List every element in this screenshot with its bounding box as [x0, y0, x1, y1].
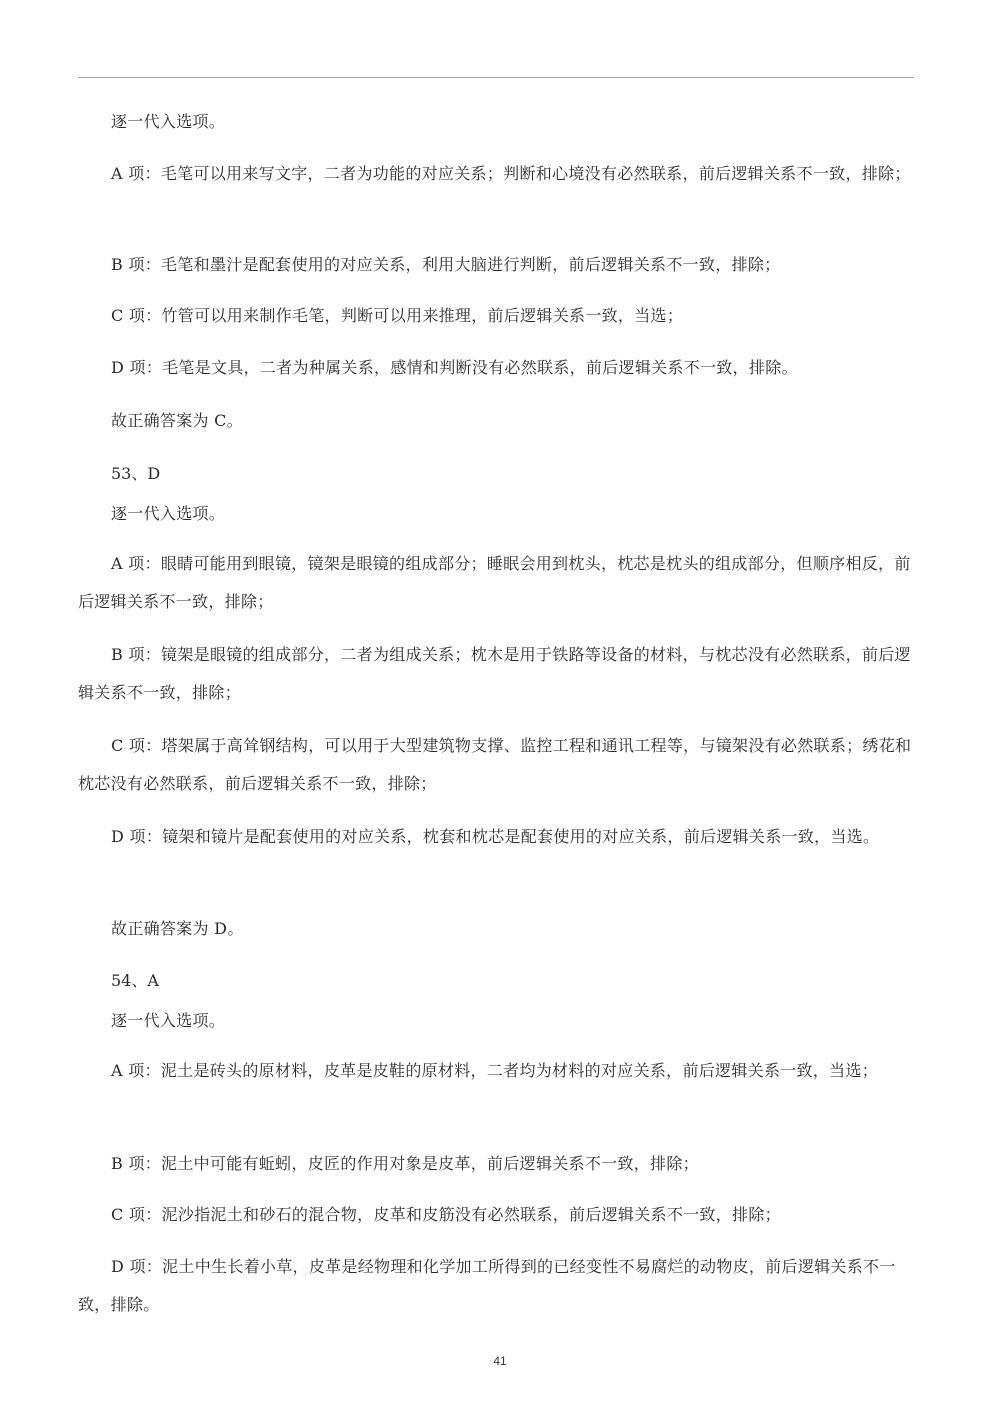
- q53-option-b: B 项：镜架是眼镜的组成部分，二者为组成关系；枕木是用于铁路等设备的材料，与枕芯没有必然联系，前后逻辑关系不一致，排除；: [78, 645, 911, 702]
- header-rule: [78, 77, 914, 78]
- page-number: 41: [493, 1354, 507, 1368]
- q54-option-a: A 项：泥土是砖头的原材料，皮革是皮鞋的原材料，二者均为材料的对应关系，前后逻辑关系一致，当选；: [111, 1061, 879, 1080]
- q52-option-b: B 项：毛笔和墨汁是配套使用的对应关系，利用大脑进行判断，前后逻辑关系不一致，排除；: [111, 255, 781, 274]
- q52-intro: 逐一代入选项。: [111, 112, 226, 131]
- q54-option-b: B 项：泥土中可能有蚯蚓，皮匠的作用对象是皮革，前后逻辑关系不一致，排除；: [111, 1154, 699, 1173]
- q52-option-d: D 项：毛笔是文具，二者为种属关系，感情和判断没有必然联系，前后逻辑关系不一致，排除。: [111, 358, 798, 377]
- q54-number: 54、A: [111, 971, 159, 990]
- q52-option-a: A 项：毛笔可以用来写文字，二者为功能的对应关系；判断和心境没有必然联系，前后逻辑关系不一致，排除；: [111, 164, 911, 183]
- q53-number: 53、D: [111, 464, 161, 483]
- q52-option-c: C 项：竹管可以用来制作毛笔，判断可以用来推理，前后逻辑关系一致，当选；: [111, 306, 684, 325]
- q54-option-c: C 项：泥沙指泥土和砂石的混合物，皮革和皮筋没有必然联系，前后逻辑关系不一致，排除；: [111, 1205, 781, 1224]
- q54-intro: 逐一代入选项。: [111, 1011, 226, 1030]
- q54-option-d: D 项：泥土中生长着小草，皮革是经物理和化学加工所得到的已经变性不易腐烂的动物皮，前后逻辑关系不一致，排除。: [78, 1257, 896, 1314]
- q53-answer: 故正确答案为 D。: [111, 919, 244, 938]
- q53-intro: 逐一代入选项。: [111, 504, 226, 523]
- q53-option-a: A 项：眼睛可能用到眼镜，镜架是眼镜的组成部分；睡眠会用到枕头，枕芯是枕头的组成部分，但顺序相反，前后逻辑关系不一致，排除；: [78, 554, 911, 611]
- q52-answer: 故正确答案为 C。: [111, 411, 244, 430]
- q53-option-c: C 项：塔架属于高耸钢结构，可以用于大型建筑物支撑、监控工程和通讯工程等，与镜架没有必然联系；绣花和枕芯没有必然联系，前后逻辑关系不一致，排除；: [78, 736, 912, 793]
- q53-option-d: D 项：镜架和镜片是配套使用的对应关系，枕套和枕芯是配套使用的对应关系，前后逻辑关系一致，当选。: [111, 827, 880, 846]
